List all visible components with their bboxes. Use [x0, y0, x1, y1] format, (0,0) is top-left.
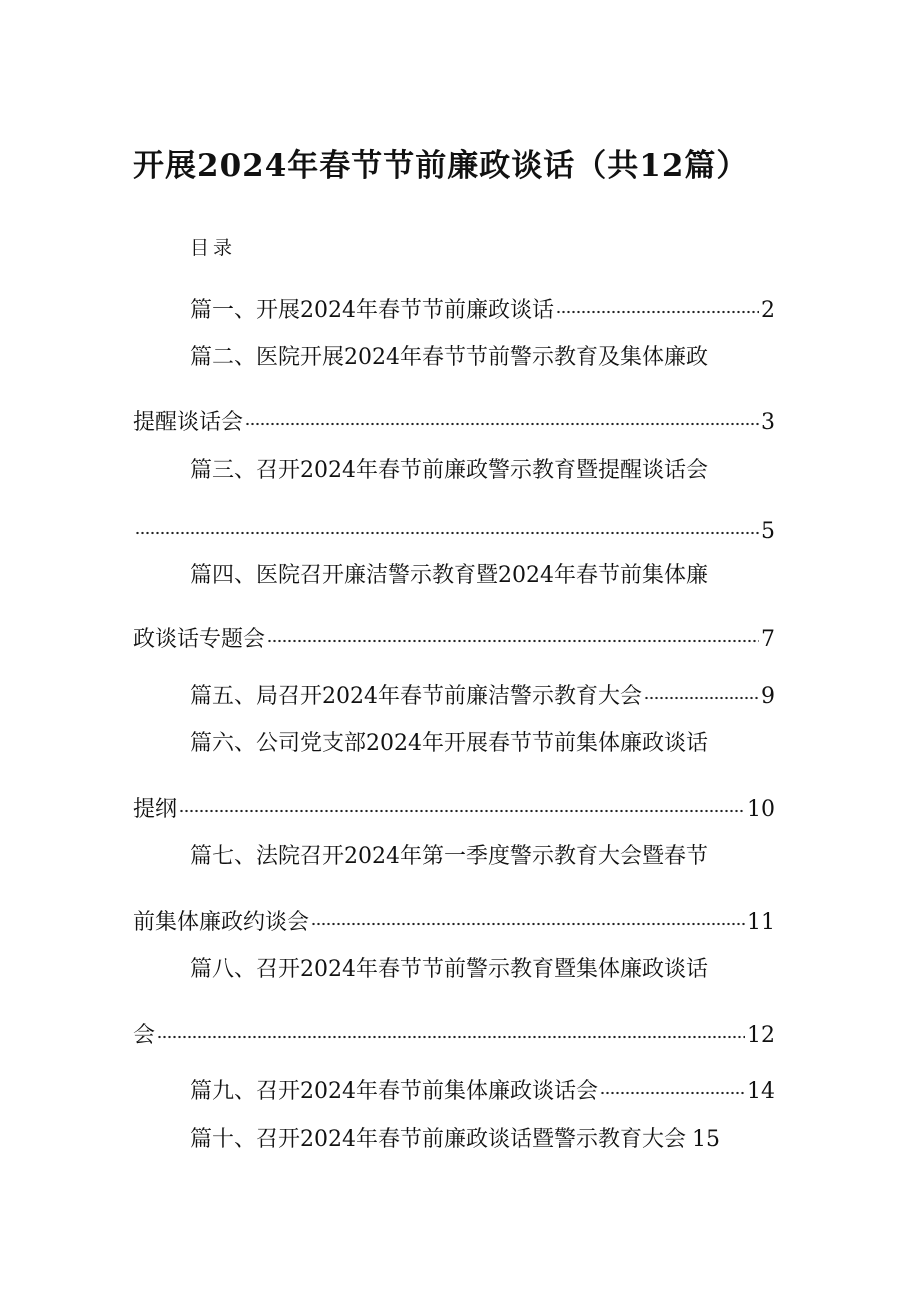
toc-entry-7[interactable] — [190, 842, 775, 872]
toc-entry-text: 提醒谈话会 — [133, 410, 244, 435]
toc-entry-text: 提纲 — [133, 797, 178, 822]
dot-leader — [135, 508, 759, 538]
toc-entry-text: 篇一、开展2024年春节节前廉政谈话 — [190, 298, 554, 323]
toc-page-number: 11 — [747, 910, 775, 935]
toc-entry-text: 前集体廉政约谈会 — [133, 910, 310, 935]
toc-entry-2-cont[interactable] — [133, 399, 775, 435]
toc-entry-6[interactable] — [190, 729, 775, 759]
toc-page-number: 3 — [761, 410, 775, 435]
toc-entry-text: 篇二、医院开展2024年春节节前警示教育及集体廉政 — [190, 345, 708, 370]
toc-page-number: 15 — [692, 1127, 720, 1152]
toc-entry-text: 篇四、医院召开廉洁警示教育暨2024年春节前集体廉 — [190, 563, 708, 588]
toc-entry-text: 篇八、召开2024年春节节前警示教育暨集体廉政谈话 — [190, 957, 708, 982]
dot-leader — [245, 399, 759, 429]
toc-entry-9[interactable] — [190, 1068, 775, 1104]
toc-page-number: 12 — [747, 1023, 775, 1048]
toc-page-number: 9 — [761, 684, 775, 709]
dot-leader — [556, 287, 759, 317]
toc-entry-text: 篇十、召开2024年春节前廉政谈话暨警示教育大会 — [190, 1127, 686, 1152]
toc-entry-text: 会 — [133, 1023, 156, 1048]
toc-page-number: 7 — [761, 627, 775, 652]
dot-leader — [179, 786, 745, 816]
dot-leader — [267, 616, 759, 646]
toc-entry-text: 篇九、召开2024年春节前集体廉政谈话会 — [190, 1079, 598, 1104]
toc-entry-text: 篇五、局召开2024年春节前廉洁警示教育大会 — [190, 684, 642, 709]
toc-entry-text: 政谈话专题会 — [133, 627, 266, 652]
toc-entry-text: 篇七、法院召开2024年第一季度警示教育大会暨春节 — [190, 844, 708, 869]
toc-entry-3[interactable] — [190, 456, 775, 486]
toc-entry-5[interactable] — [190, 673, 775, 709]
toc-entry-7-cont[interactable] — [133, 899, 775, 935]
toc-page-number: 5 — [761, 519, 775, 544]
toc-entry-4-cont[interactable] — [133, 616, 775, 652]
toc-entry-2[interactable] — [190, 343, 775, 373]
toc-page-number: 10 — [747, 797, 775, 822]
toc-entry-8[interactable] — [190, 955, 775, 985]
dot-leader — [311, 899, 745, 929]
document-title: 开展2024年春节节前廉政谈话（共12篇） — [133, 148, 749, 184]
toc-entry-text: 篇三、召开2024年春节前廉政警示教育暨提醒谈话会 — [190, 458, 708, 483]
toc-page-number: 2 — [761, 298, 775, 323]
toc-entry-3-cont[interactable] — [133, 508, 775, 544]
toc-entry-4[interactable] — [190, 561, 775, 591]
toc-entry-10[interactable] — [190, 1125, 775, 1155]
toc-entry-text: 篇六、公司党支部2024年开展春节节前集体廉政谈话 — [190, 731, 708, 756]
toc-entry-1[interactable] — [190, 287, 775, 323]
dot-leader — [600, 1068, 745, 1098]
toc-entry-6-cont[interactable] — [133, 786, 775, 822]
toc-heading: 目录 — [190, 237, 237, 259]
toc-entry-8-cont[interactable] — [133, 1012, 775, 1048]
dot-leader — [157, 1012, 745, 1042]
dot-leader — [644, 673, 759, 703]
toc-page-number: 14 — [747, 1079, 775, 1104]
